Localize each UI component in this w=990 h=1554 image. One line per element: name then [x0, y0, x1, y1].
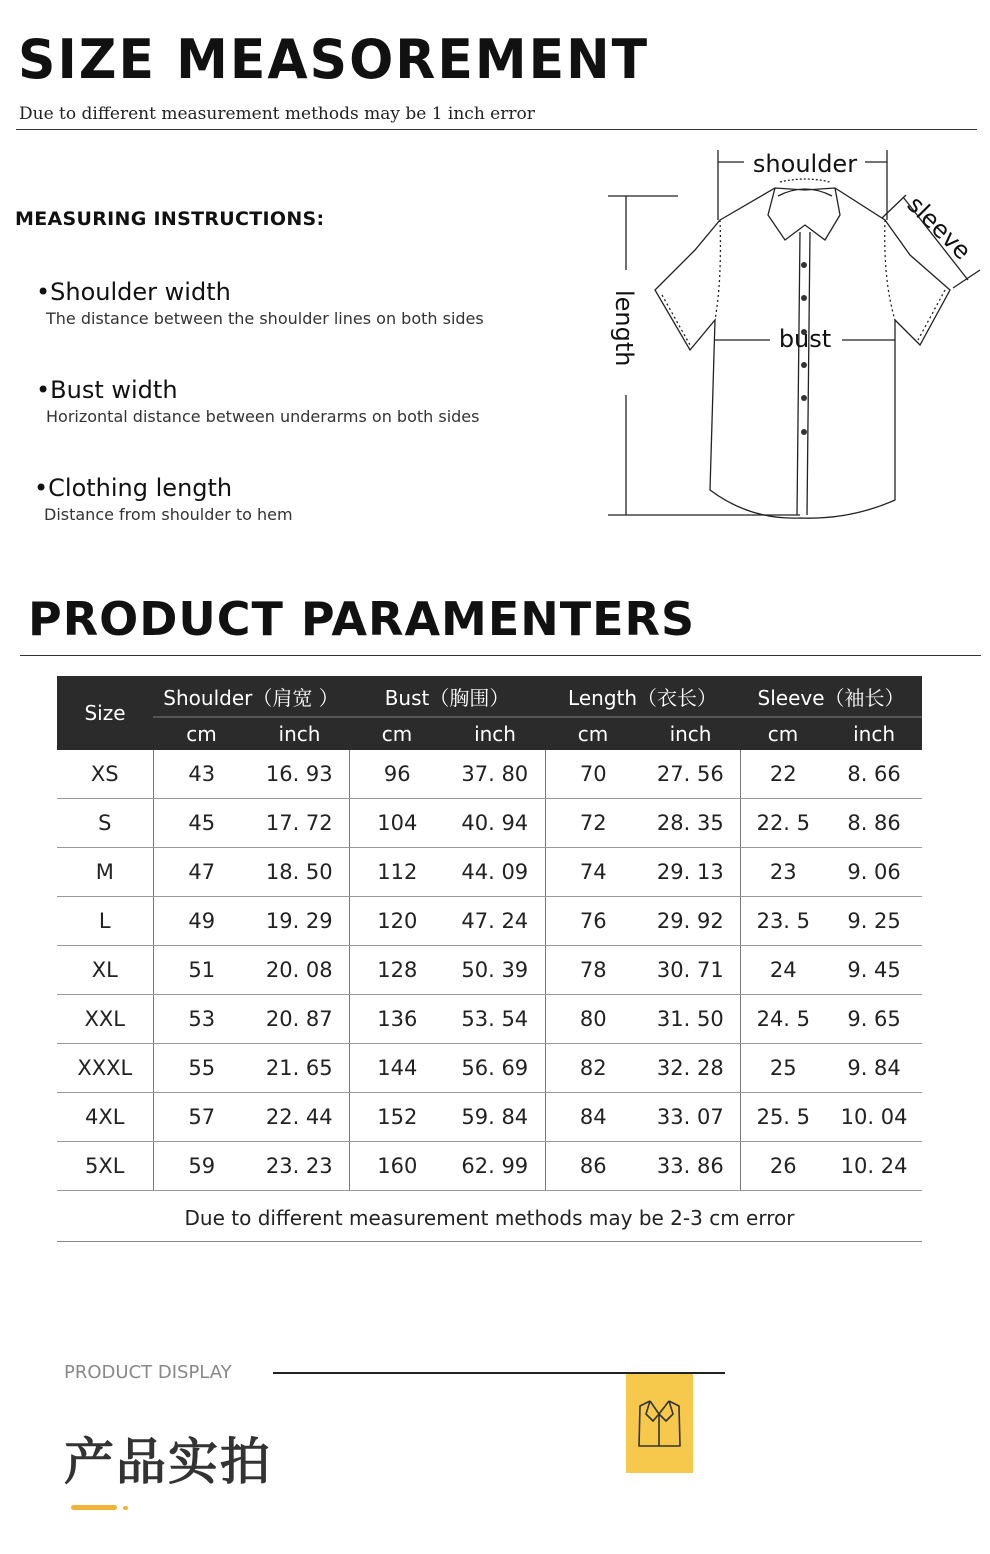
value-cell: 49: [153, 897, 250, 946]
instruction-title: •Shoulder width: [36, 278, 231, 306]
value-cell: 56. 69: [445, 1044, 545, 1093]
value-cell: 74: [545, 848, 641, 897]
product-display-label: PRODUCT DISPLAY: [64, 1362, 232, 1383]
value-cell: 47. 24: [445, 897, 545, 946]
table-row: [57, 1142, 922, 1191]
value-cell: 19. 29: [250, 897, 349, 946]
accent-dot: [123, 1506, 128, 1510]
header-unit: inch: [250, 717, 349, 750]
table-row: [57, 1044, 922, 1093]
header-bust: Bust（胸围）: [349, 676, 545, 717]
value-cell: 23. 5: [740, 897, 826, 946]
value-cell: 78: [545, 946, 641, 995]
instruction-length: [36, 475, 293, 524]
value-cell: 86: [545, 1142, 641, 1191]
value-cell: 23. 23: [250, 1142, 349, 1191]
instruction-desc: Horizontal distance between underarms on both sides: [46, 407, 480, 427]
value-cell: 22. 5: [740, 799, 826, 848]
size-cell: 4XL: [57, 1093, 153, 1142]
size-cell: XL: [57, 946, 153, 995]
header-shoulder: Shoulder（肩宽 ）: [153, 676, 349, 717]
value-cell: 25: [740, 1044, 826, 1093]
value-cell: 8. 86: [826, 799, 922, 848]
value-cell: 55: [153, 1044, 250, 1093]
value-cell: 29. 92: [641, 897, 740, 946]
label-shoulder: shoulder: [752, 150, 858, 178]
value-cell: 9. 25: [826, 897, 922, 946]
value-cell: 136: [349, 995, 445, 1044]
value-cell: 18. 50: [250, 848, 349, 897]
table-note: Due to different measurement methods may be 2-3 cm error: [57, 1195, 922, 1242]
value-cell: 9. 06: [826, 848, 922, 897]
value-cell: 9. 65: [826, 995, 922, 1044]
value-cell: 31. 50: [641, 995, 740, 1044]
header-length: Length（衣长）: [545, 676, 740, 717]
header-unit: cm: [740, 717, 826, 750]
value-cell: 23: [740, 848, 826, 897]
value-cell: 53: [153, 995, 250, 1044]
value-cell: 59: [153, 1142, 250, 1191]
value-cell: 20. 87: [250, 995, 349, 1044]
value-cell: 21. 65: [250, 1044, 349, 1093]
value-cell: 22. 44: [250, 1093, 349, 1142]
size-measurement-subtitle: Due to different measurement methods may be 1 inch error: [19, 104, 535, 124]
instruction-title: •Bust width: [36, 376, 178, 404]
value-cell: 29. 13: [641, 848, 740, 897]
header-sleeve: Sleeve（袖长）: [740, 676, 922, 717]
product-parameters-title: PRODUCT PARAMENTERS: [28, 592, 696, 646]
instruction-desc: The distance between the shoulder lines on both sides: [46, 309, 484, 329]
size-measurement-title: SIZE MEASOREMENT: [18, 28, 650, 92]
value-cell: 112: [349, 848, 445, 897]
size-table: [57, 676, 922, 1191]
value-cell: 9. 84: [826, 1044, 922, 1093]
value-cell: 82: [545, 1044, 641, 1093]
header-unit: inch: [445, 717, 545, 750]
size-cell: 5XL: [57, 1142, 153, 1191]
size-cell: XXXL: [57, 1044, 153, 1093]
header-unit: cm: [153, 717, 250, 750]
size-cell: S: [57, 799, 153, 848]
table-row: [57, 1093, 922, 1142]
value-cell: 70: [545, 750, 641, 799]
value-cell: 26: [740, 1142, 826, 1191]
value-cell: 27. 56: [641, 750, 740, 799]
value-cell: 37. 80: [445, 750, 545, 799]
divider: [16, 129, 977, 130]
value-cell: 10. 04: [826, 1093, 922, 1142]
value-cell: 57: [153, 1093, 250, 1142]
instructions-heading: MEASURING INSTRUCTIONS:: [15, 208, 325, 230]
value-cell: 50. 39: [445, 946, 545, 995]
value-cell: 44. 09: [445, 848, 545, 897]
value-cell: 45: [153, 799, 250, 848]
label-length: length: [610, 290, 638, 367]
value-cell: 40. 94: [445, 799, 545, 848]
value-cell: 53. 54: [445, 995, 545, 1044]
value-cell: 62. 99: [445, 1142, 545, 1191]
divider: [20, 655, 981, 656]
value-cell: 72: [545, 799, 641, 848]
value-cell: 128: [349, 946, 445, 995]
value-cell: 76: [545, 897, 641, 946]
table-row: [57, 848, 922, 897]
value-cell: 104: [349, 799, 445, 848]
size-cell: XS: [57, 750, 153, 799]
value-cell: 24. 5: [740, 995, 826, 1044]
value-cell: 28. 35: [641, 799, 740, 848]
label-sleeve: sleeve: [901, 190, 977, 266]
value-cell: 120: [349, 897, 445, 946]
value-cell: 33. 86: [641, 1142, 740, 1191]
instruction-desc: Distance from shoulder to hem: [44, 505, 293, 525]
value-cell: 43: [153, 750, 250, 799]
value-cell: 59. 84: [445, 1093, 545, 1142]
value-cell: 51: [153, 946, 250, 995]
header-unit: inch: [641, 717, 740, 750]
table-row: [57, 750, 922, 799]
product-display-title: 产品实拍: [64, 1433, 272, 1491]
value-cell: 20. 08: [250, 946, 349, 995]
table-row: [57, 946, 922, 995]
value-cell: 80: [545, 995, 641, 1044]
header-unit: inch: [826, 717, 922, 750]
value-cell: 84: [545, 1093, 641, 1142]
value-cell: 152: [349, 1093, 445, 1142]
instruction-bust: [36, 377, 479, 426]
value-cell: 160: [349, 1142, 445, 1191]
table-row: [57, 995, 922, 1044]
value-cell: 9. 45: [826, 946, 922, 995]
accent-bar: [71, 1505, 117, 1510]
value-cell: 17. 72: [250, 799, 349, 848]
label-bust: bust: [778, 325, 832, 353]
value-cell: 10. 24: [826, 1142, 922, 1191]
value-cell: 22: [740, 750, 826, 799]
header-size: Size: [57, 676, 153, 750]
table-row: [57, 799, 922, 848]
value-cell: 33. 07: [641, 1093, 740, 1142]
value-cell: 32. 28: [641, 1044, 740, 1093]
value-cell: 24: [740, 946, 826, 995]
instruction-title: •Clothing length: [34, 474, 233, 502]
header-unit: cm: [349, 717, 445, 750]
value-cell: 16. 93: [250, 750, 349, 799]
value-cell: 8. 66: [826, 750, 922, 799]
value-cell: 25. 5: [740, 1093, 826, 1142]
value-cell: 96: [349, 750, 445, 799]
shirt-icon-box: [626, 1374, 693, 1473]
shirt-icon: [626, 1374, 693, 1473]
size-cell: M: [57, 848, 153, 897]
size-cell: L: [57, 897, 153, 946]
shirt-diagram: [600, 140, 990, 540]
table-row: [57, 897, 922, 946]
value-cell: 144: [349, 1044, 445, 1093]
size-cell: XXL: [57, 995, 153, 1044]
value-cell: 30. 71: [641, 946, 740, 995]
header-unit: cm: [545, 717, 641, 750]
value-cell: 47: [153, 848, 250, 897]
instruction-shoulder: [36, 279, 484, 328]
